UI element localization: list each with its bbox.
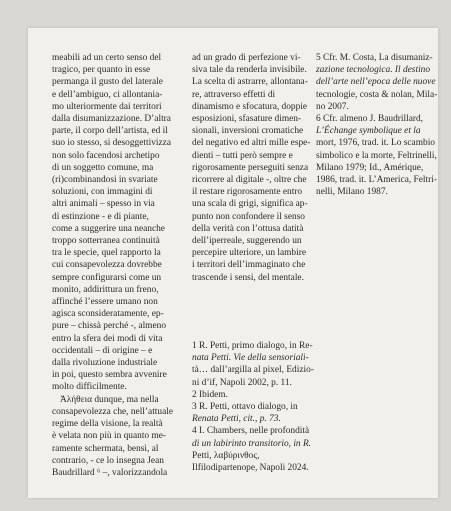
footnote-line: zazione tecnologica. Il destino [316, 65, 431, 76]
footnote-line: 3 R. Petti, ottavo dialogo, in [192, 402, 298, 413]
text-line: dell’iperreale, suggerendo un [192, 236, 302, 247]
footnote-line: Milano 1979; Id., Amérique, [316, 162, 424, 173]
text-column-1 [52, 52, 192, 479]
text-line: permanga il gusto del laterale [52, 77, 163, 88]
footnote-line: 2 Ibidem. [192, 389, 228, 400]
text-line: non solo facendosi archetipo [52, 150, 160, 161]
text-line: di estinzione - e di piante, [52, 211, 149, 222]
footnote-line: simbolico e la morte, Feltrinelli, [316, 150, 437, 161]
text-line: occidentali – di origine – e [52, 345, 153, 356]
text-line: suo io stesso, si desoggettivizza [52, 138, 171, 149]
text-line: molto difficilmente. [52, 382, 127, 393]
footnotes-column-3 [316, 52, 438, 198]
text-line: meabili ad un certo senso del [52, 53, 162, 63]
text-line: ad un grado di perfezione vi- [192, 53, 301, 63]
footnote-line: Renata Petti, cit., p. 73. [192, 414, 281, 425]
text-line: è velata non più in quanto me- [52, 431, 167, 442]
text-line: in poi, questo sembra avvenire [52, 370, 167, 381]
text-line: ramente schermata, bensì, al [52, 443, 159, 454]
text-line: soluzioni, con immagini di [52, 187, 153, 198]
text-line: dalla disumanizzazione. D’altra [52, 114, 171, 125]
text-line: affinché l’essere umano non [52, 297, 158, 308]
text-line: (ri)combinandosi in svariate [52, 175, 158, 186]
text-line: una scala di grigi, significa ap- [192, 199, 308, 210]
text-line: trascende i sensi, del mentale. [192, 272, 304, 283]
text-line: della verità con l’ottusa datità [192, 223, 304, 234]
footnote-line: tà… dall’argilla al pixel, Edizio- [192, 365, 314, 376]
text-line: percepire ulteriore, un lambire [192, 248, 307, 259]
text-line: di un soggetto comune, ma [52, 162, 154, 173]
text-line: il restare rigorosamente entro [192, 187, 303, 198]
text-line: mo ulteriormente dai territori [52, 101, 162, 112]
text-line: come a suggerire una neanche [52, 223, 165, 234]
text-line: e dell’ambiguo, ci allontania- [52, 89, 163, 100]
text-line: entro la sfera dei modi di vita [52, 333, 163, 344]
text-line: punto non confondere il senso [192, 211, 305, 222]
text-line: sempre configurarsi come un [52, 272, 162, 283]
text-line: dalla rivoluzione industriale [52, 358, 158, 369]
text-line: sionali, inversioni cromatiche [192, 126, 304, 137]
footnote-line: L’Échange symbolique et la [316, 126, 421, 137]
book-page [28, 28, 438, 498]
footnote-line: nelli, Milano 1987. [316, 187, 388, 198]
text-line: cui consapevolezza dovrebbe [52, 260, 162, 271]
text-line: agisca sconsideratamente, ep- [52, 309, 164, 320]
text-line: tragico, per quanto in esse [52, 65, 151, 76]
text-line: troppo sotterranea continuità [52, 236, 160, 247]
footnotes-column-2 [192, 340, 314, 474]
text-line: siva tale da renderla invisibile. [192, 65, 307, 76]
footnote-line: 1986, trad. it. L’America, Feltri- [316, 175, 437, 186]
text-line: pure – chissà perché -, almeno [52, 321, 167, 332]
footnote-line: Petti, λαβύρινθος, [192, 450, 260, 461]
footnote-line: dell’arte nell’epoca delle nuove [316, 77, 436, 88]
text-line: dienti – tutti però sempre e [192, 150, 293, 161]
footnote-line: Ilfilodipartenope, Napoli 2024. [192, 463, 309, 474]
footnote-line: tecnologie, costa & nolan, Mila- [316, 89, 438, 100]
text-line: monito, addirittura un freno, [52, 284, 159, 295]
text-line: contrario, - ce lo insegna Jean [52, 455, 164, 466]
text-line: dinamismo e sfocatura, doppie [192, 101, 308, 112]
text-line: tra le specie, quel rapporto la [52, 248, 161, 259]
text-line: esposizioni, sfasature dimen- [192, 114, 302, 125]
footnote-line: 6 Cfr. almeno J. Baudrillard, [316, 114, 424, 125]
text-line: altri animali – spesso in via [52, 199, 155, 210]
text-line: i territori dell’immaginato che [192, 260, 306, 271]
text-line: Ἀλήθεια dunque, ma nella [60, 394, 159, 405]
footnote-line: 5 Cfr. M. Costa, La disumaniz- [316, 53, 433, 63]
text-line: del negativo ed altri mille espe- [192, 138, 311, 149]
text-line: consapevolezza che, nell’attuale [52, 406, 174, 417]
text-line: Baudrillard ⁶ –, valorizzandola [52, 467, 168, 478]
footnote-line: nata Petti. Vie della sensoriali- [192, 353, 309, 364]
footnote-line: di un labirinto transitorio, in R. [192, 438, 312, 449]
text-line: La scelta di astrarre, allontana- [192, 77, 308, 88]
footnote-line: mort, 1976, trad. it. Lo scambio [316, 138, 435, 149]
text-line: ricorrere al digitale -, oltre che [192, 175, 307, 186]
text-line: rigorosamente perseguiti senza [192, 162, 309, 173]
text-line: re, attraverso effetti di [192, 89, 276, 100]
text-column-2 [192, 52, 332, 284]
text-line: parte, il corpo dell’artista, ed il [52, 126, 168, 137]
footnote-line: 4 I. Chambers, nelle profondità [192, 426, 310, 437]
footnote-line: 1 R. Petti, primo dialogo, in Re- [192, 341, 313, 351]
footnote-line: ni d’if, Napoli 2002, p. 11. [192, 377, 292, 388]
text-line: regime della visione, la realtà [52, 419, 163, 430]
footnote-line: no 2007. [316, 101, 349, 112]
